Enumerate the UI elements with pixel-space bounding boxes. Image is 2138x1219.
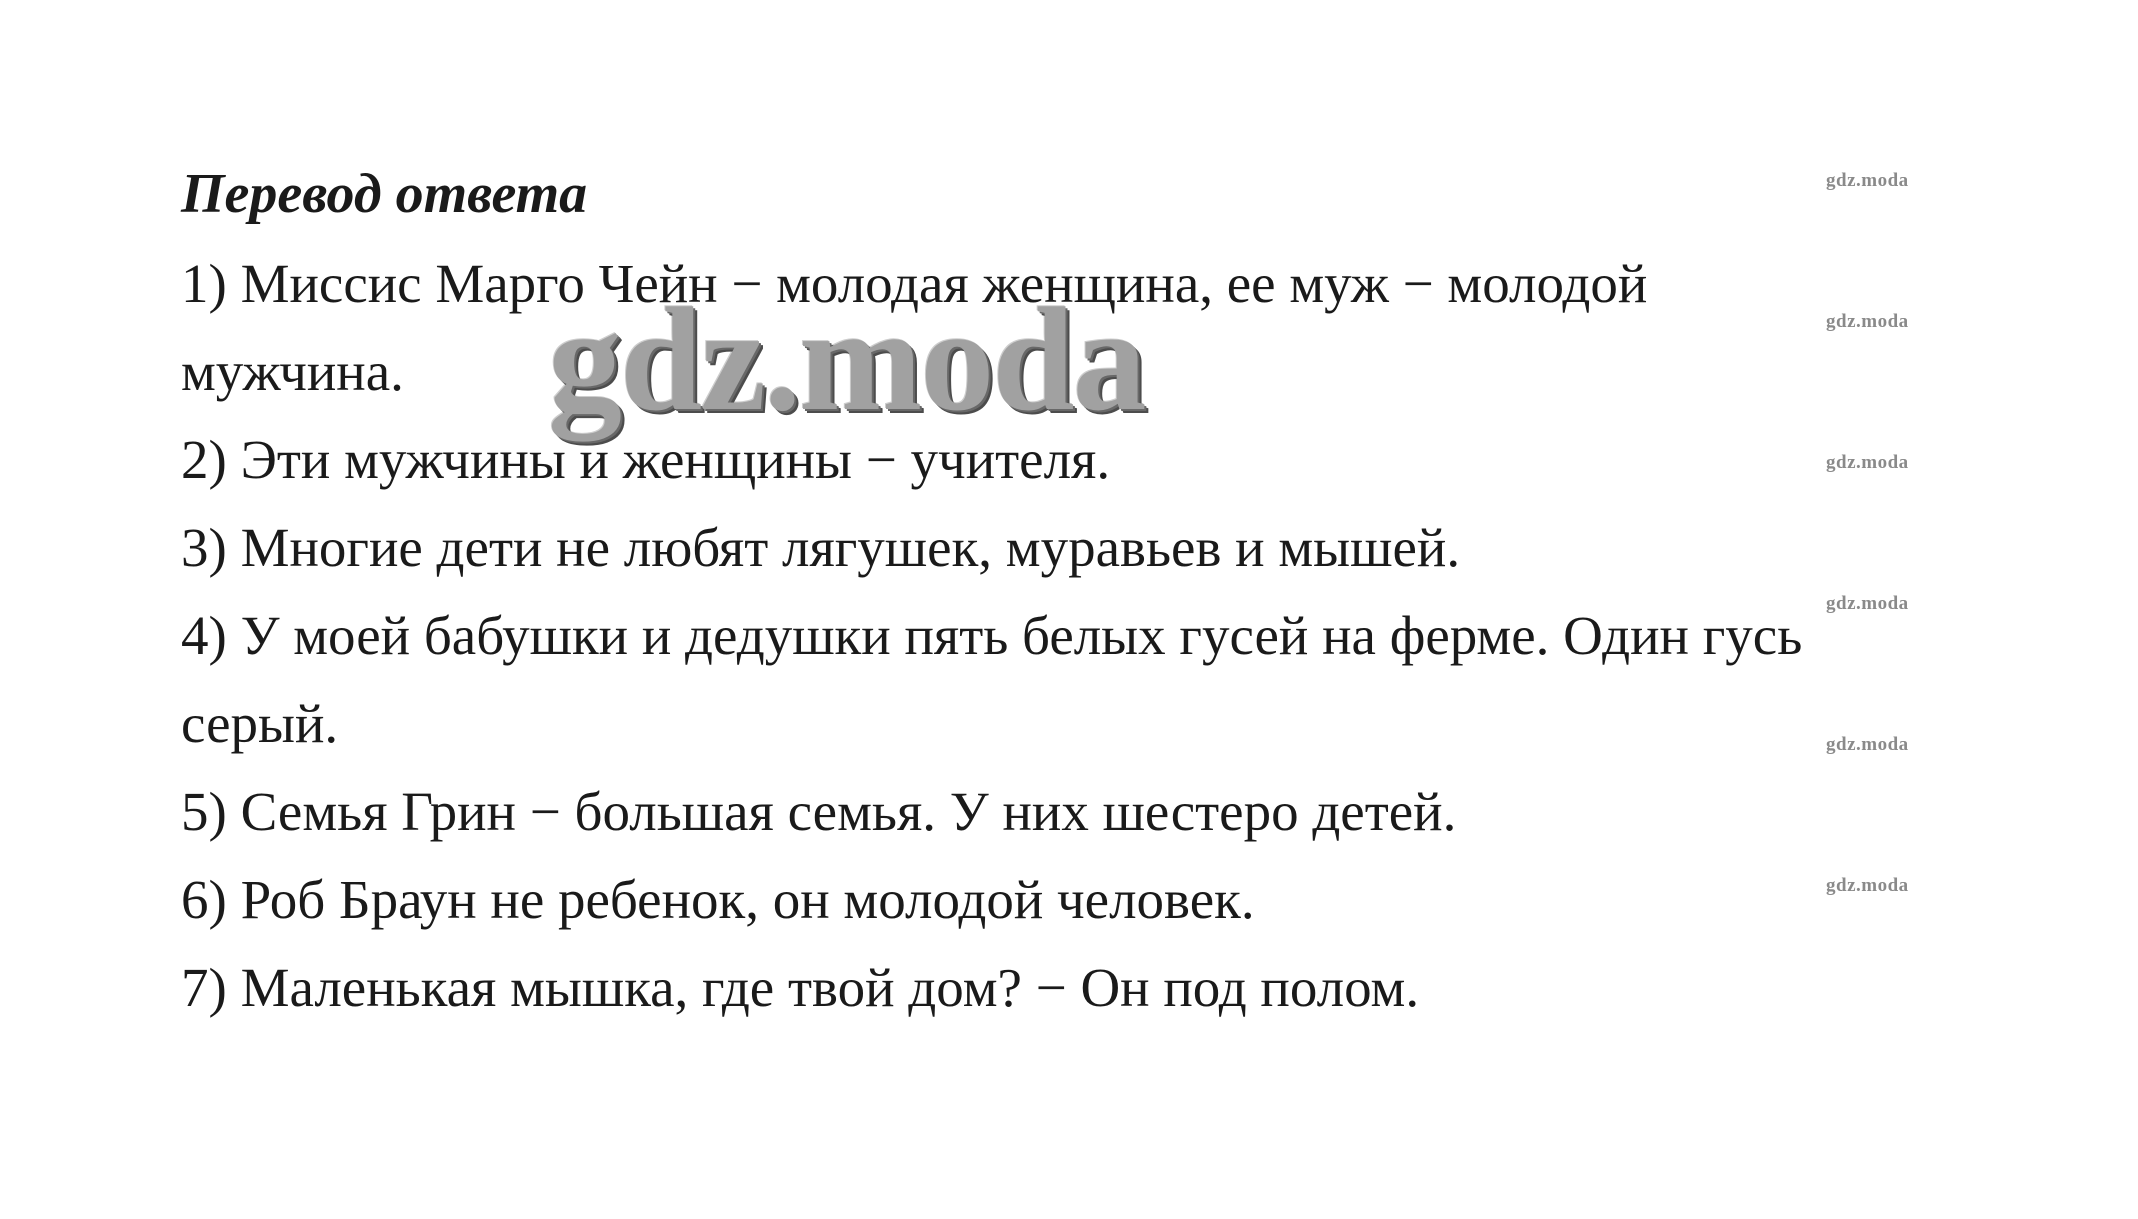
text-line-3: 3) Многие дети не любят лягушек, муравьев и мышей. [181,517,1461,578]
watermark-small-1: gdz.moda [1826,170,1909,191]
text-line-6: 6) Роб Браун не ребенок, он молодой человек. [181,869,1255,930]
text-line-4-continued: серый. [181,693,339,754]
watermark-small-3: gdz.moda [1826,452,1909,473]
text-line-4: 4) У моей бабушки и дедушки пять белых гусей на ферме. Один гусь [181,605,1803,666]
watermark-small-4: gdz.moda [1826,593,1909,614]
text-line-1-continued: мужчина. [181,341,404,402]
watermark-small-5: gdz.moda [1826,734,1909,755]
page-title: Перевод ответа [181,163,588,225]
watermark-large: gdz.moda [548,278,1145,442]
watermark-small-6: gdz.moda [1826,875,1909,896]
text-line-5: 5) Семья Грин − большая семья. У них шестеро детей. [181,781,1457,842]
text-line-1: 1) Миссис Марго Чейн − молодая женщина, ее муж − молодой [181,253,1648,314]
text-line-7: 7) Маленькая мышка, где твой дом? − Он под полом. [181,957,1420,1018]
text-line-2: 2) Эти мужчины и женщины − учителя. [181,429,1111,490]
watermark-small-2: gdz.moda [1826,311,1909,332]
